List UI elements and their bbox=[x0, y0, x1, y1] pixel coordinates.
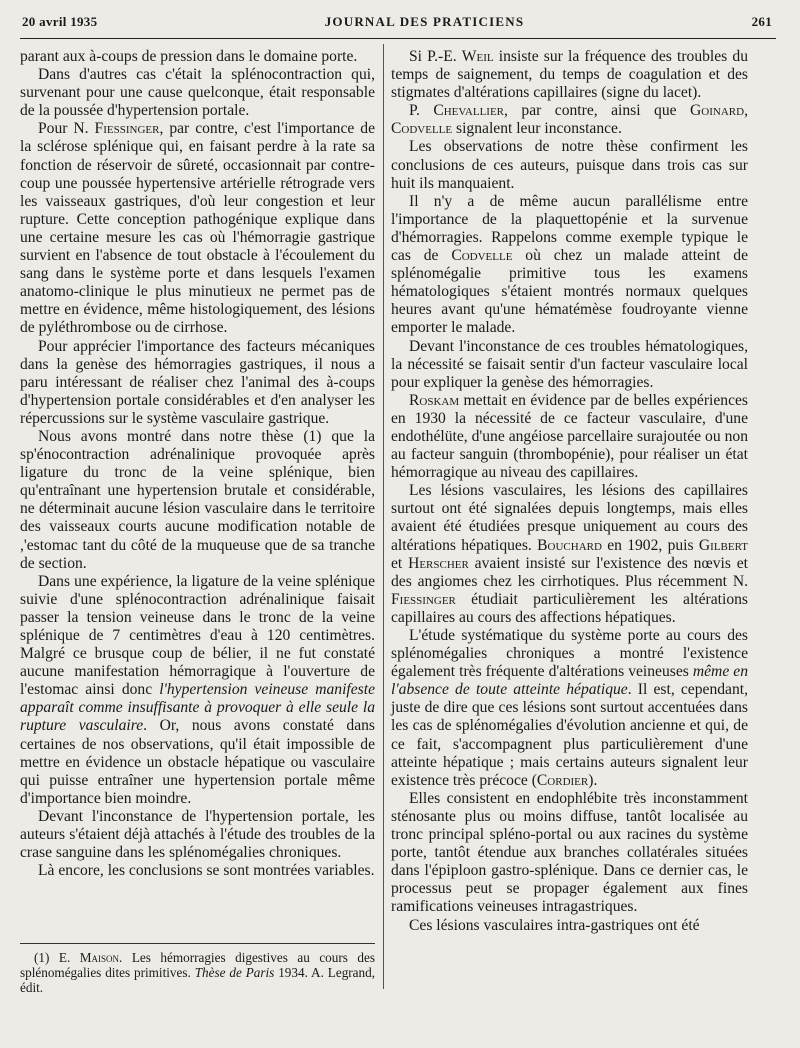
footnote-rule bbox=[20, 943, 375, 944]
author-name: Goinard bbox=[690, 102, 745, 120]
author-name: Gilbert bbox=[698, 536, 748, 554]
italic-emphasis: Thèse de Paris bbox=[194, 965, 275, 980]
paragraph bbox=[391, 392, 748, 482]
text-span: ). bbox=[588, 771, 598, 789]
paragraph: Ces lésions vasculaires intra-gastriques ont été bbox=[409, 916, 700, 934]
text-span: . Or, nous avons constaté dans certaines de nos observations, qu'il était impossible de mettre en évidence un obstacle hépatique ou vasculaire qui puisse entraîner une hypertension portale même d'importance bien moindre. bbox=[20, 717, 375, 807]
paragraph bbox=[391, 627, 748, 790]
author-name: Fiessinger bbox=[391, 590, 456, 608]
paragraph: Dans d'autres cas c'était la splénocontraction qui, survenant pour une cause quelconque, était responsable de la poussée d'hypertension portale. bbox=[20, 66, 375, 120]
text-span: Pour N. bbox=[38, 120, 95, 138]
header-rule bbox=[20, 38, 776, 39]
header-date: 20 avril 1935 bbox=[22, 14, 98, 29]
footnote-text bbox=[20, 950, 375, 995]
text-span: L'étude systématique du système porte au cours des splénomégalies chroniques a montré l'existence également très fréquente d'altérations veineuses bbox=[391, 627, 748, 681]
paragraph: Pour apprécier l'importance des facteurs mécaniques dans la genèse des hémorragies gastriques, il nous a paru intéressant de réaliser chez l'animal des à-coups d'hypertension portale considérables et d'en analyser les répercussions sur le système vasculaire gastrique. bbox=[20, 337, 375, 427]
journal-title: JOURNAL DES PRATICIENS bbox=[324, 14, 525, 29]
right-column bbox=[391, 48, 748, 935]
column-divider bbox=[383, 44, 384, 989]
text-span: Les lésions vasculaires, les lésions des capillaires surtout ont été signalées depuis longtemps, mais elles avaient été étudiées presque uniquement au cours des altérations hépatiques. bbox=[391, 482, 748, 554]
text-span: P. bbox=[409, 102, 434, 120]
text-span: où chez un malade atteint de splénomégalie primitive tous les examens hématologiques s'étaient montrés normaux quelques heures avant qu'une hématémèse foudroyante vienne emporter le malade. bbox=[391, 247, 748, 337]
text-span: 1934. A. Legrand, édit. bbox=[20, 965, 376, 995]
text-span: mettait en évidence par de belles expériences en 1930 la nécessité de ce facteur vasculaire, d'une endothélüte, d'une angéiose parcellaire surajoutée ou non au facteur sanguin (thrombopénie), pour réaliser un état hémorragique au niveau des capillaires. bbox=[391, 391, 748, 482]
text-span: Si P.-E. bbox=[409, 48, 462, 65]
paragraph bbox=[391, 48, 748, 102]
text-span: insiste sur la fréquence des troubles du temps de saignement, du temps de coagulation et des stigmates d'altérations capillaires (signe du lacet). bbox=[391, 48, 748, 102]
text-span: , bbox=[744, 102, 748, 120]
paragraph: Devant l'inconstance de l'hypertension portale, les auteurs s'étaient déjà attachés à l'étude des troubles de la crase sanguine dans les splénomégalies chroniques. bbox=[20, 807, 375, 862]
italic-emphasis: même en l'absence de toute atteinte hépatique bbox=[391, 663, 749, 699]
text-span: (1) E. bbox=[34, 950, 80, 965]
running-header bbox=[22, 14, 772, 40]
author-name: Roskam bbox=[409, 391, 460, 409]
paragraph: parant aux à-coups de pression dans le domaine porte. bbox=[20, 48, 358, 65]
paragraph: Devant l'inconstance de ces troubles hématologiques, la nécessité se faisait sentir d'un facteur vasculaire local pour expliquer la genèse des hémorragies. bbox=[391, 337, 748, 391]
text-span: , par contre, c'est l'importance de la sclérose splénique qui, en faisant perdre à la rate sa fonction de réservoir de sûreté, occasionnait par contre-coup une poussée hypertensive artérielle rétrograde vers les vaisseaux gastriques, d'où leur congestion et leur rupture. Cette conception pathogénique explique dans une certaine mesure les cas où l'hémorragie gastrique survient en l'absence de tout obstacle à l'écoulement du sang dans le système porte et dans lesquels l'examen anatomo-clinique le plus minutieux ne permet pas de mettre en évidence, même histologiquement, des lésions de pyléthrombose ou de cirrhose. bbox=[20, 120, 375, 337]
author-name: Codvelle bbox=[451, 247, 513, 265]
paragraph: Nous avons montré dans notre thèse (1) que la sp'énocontraction adrénalinique provoquée après ligature du tronc de la veine splénique, bien qu'entraînant une hypertension brutale et considérable, ne déterminait aucune lésion vasculaire dans le territoire des vaisseaux courts aucune modification notable de ,'estomac tant du côté de la muqueuse que de sa tranche de section. bbox=[20, 427, 375, 572]
text-span: , par contre, ainsi que bbox=[504, 102, 691, 120]
text-span: avaient insisté sur l'existence des nœvis et des angiomes chez les cirrhotiques. Plus récemment N. bbox=[391, 554, 748, 590]
text-span: . Il est, cependant, juste de dire que ces lésions sont surtout accentuées dans les cas de splénomégalies d'évolution ancienne et qui, de ce fait, s'accompagnent plus particulièrement d'une atteinte hépatique ; mais certains auteurs signalent leur existence très précoce ( bbox=[391, 681, 748, 789]
paragraph: Elles consistent en endophlébite très inconstamment sténosante plus ou moins diffuse, tantôt localisée au tronc principal spléno-portal ou aux racines du système porte, tantôt étendue aux branches collatérales situées dans l'épiploon gastro-splénique. Dans ce dernier cas, le processus peut se propager également aux fines ramifications veineuses intragastriques. bbox=[391, 789, 748, 916]
footnote bbox=[20, 950, 375, 995]
text-span: en 1902, puis bbox=[601, 536, 699, 554]
page-number: 261 bbox=[751, 14, 772, 29]
paragraph bbox=[391, 482, 748, 627]
text-span: étudiait particulièrement les altérations capillaires au cours des affections hépatiques. bbox=[391, 590, 748, 626]
paragraph bbox=[20, 573, 375, 808]
paragraph bbox=[391, 193, 748, 338]
text-span: Il n'y a de même aucun parallélisme entre l'importance de la plaquettopénie et la survenue d'hémorragies. Rappelons comme exemple typique le cas de bbox=[391, 192, 748, 265]
author-name: Herscher bbox=[408, 554, 469, 572]
author-name: Chevallier bbox=[433, 102, 505, 120]
text-span: signalent leur inconstance. bbox=[452, 120, 622, 138]
author-name: Codvelle bbox=[391, 120, 453, 138]
italic-emphasis: l'hypertension veineuse manifeste apparaît comme insuffisante à provoquer à elle seule la rupture vasculaire bbox=[20, 681, 375, 735]
text-span: et bbox=[391, 554, 409, 572]
paragraph bbox=[20, 120, 375, 337]
left-column bbox=[20, 48, 375, 880]
paragraph bbox=[391, 102, 748, 138]
author-name: Maison bbox=[79, 950, 120, 965]
author-name: Bouchard bbox=[537, 536, 602, 554]
paragraph: Là encore, les conclusions se sont montrées variables. bbox=[38, 862, 375, 880]
text-span: Dans une expérience, la ligature de la veine splénique suivie d'une splénocontraction adrénalinique faisait passer la tension veineuse dans le tronc de la veine splénique de 7 centimètres d'eau à 120 centimètres. Malgré ce brusque coup de bélier, il ne fut constaté aucune manifestation hémorragique à l'ouverture de l'estomac ainsi donc bbox=[20, 572, 375, 699]
text-span: . Les hémorragies digestives au cours des splénomégalies dites primitives. bbox=[20, 950, 375, 980]
author-name: Weil bbox=[461, 48, 494, 65]
author-name: Cordier bbox=[536, 771, 589, 789]
author-name: Fiessinger bbox=[94, 120, 160, 138]
paragraph: Les observations de notre thèse confirment les conclusions de ces auteurs, puisque dans trois cas sur huit ils manquaient. bbox=[391, 138, 748, 192]
